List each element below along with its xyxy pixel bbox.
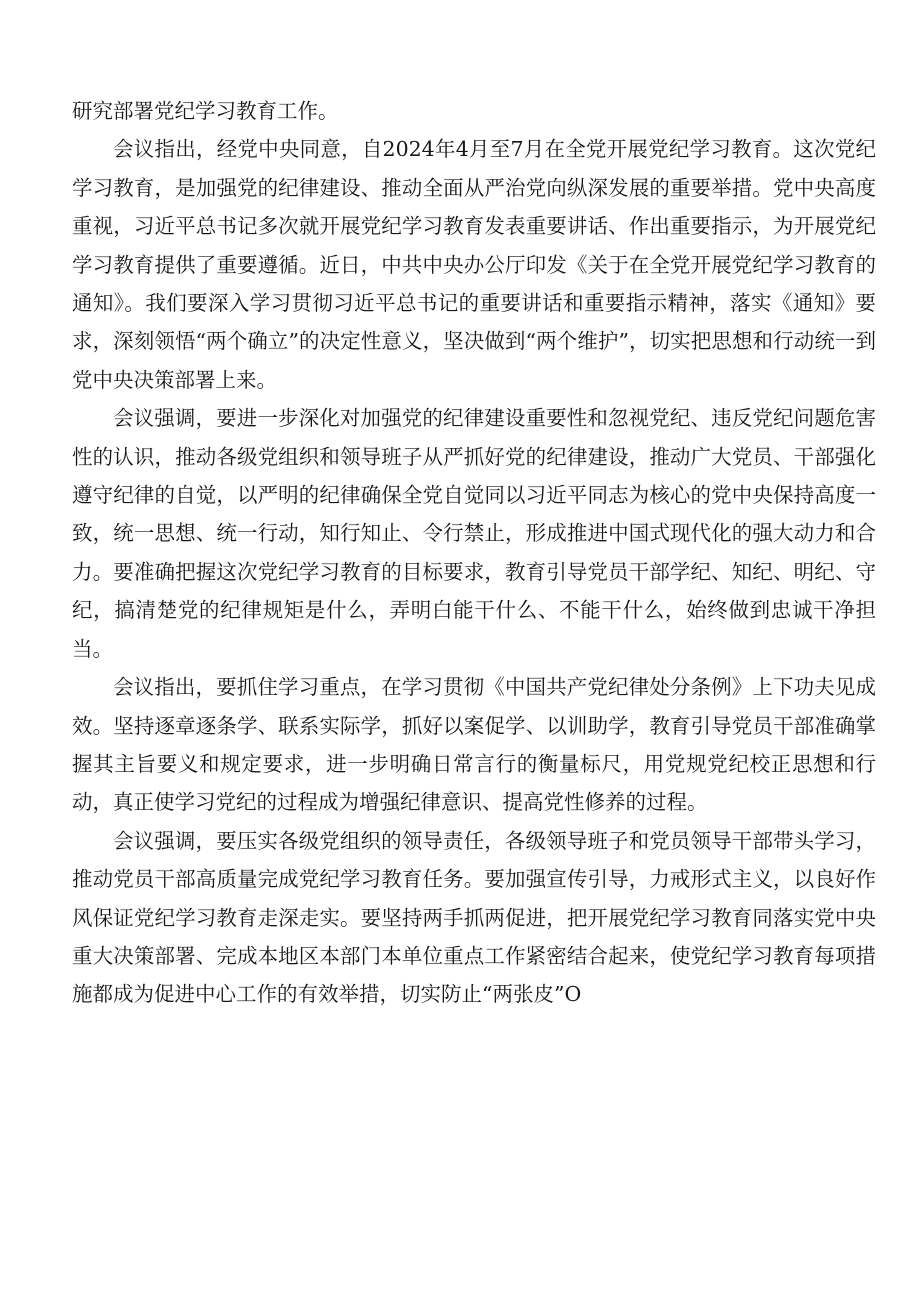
paragraph-4: 会议指出，要抓住学习重点，在学习贯彻《中国共产党纪律处分条例》上下功夫见成效。坚持逐章逐条学、联系实际学，抓好以案促学、以训助学，教育引导党员干部准确掌握其主旨要义和规定要求，进一步明确日常言行的衡量标尺，用党规党纪校正思想和行动，真正使学习党纪的过程成为增强纪律意识、提高党性修养的过程。	[72, 675, 876, 815]
paragraph-2: 会议指出，经党中央同意，自2024年4月至7月在全党开展党纪学习教育。这次党纪学习教育，是加强党的纪律建设、推动全面从严治党向纵深发展的重要举措。党中央高度重视，习近平总书记多次就开展党纪学习教育发表重要讲话、作出重要指示，为开展党纪学习教育提供了重要遵循。近日，中共中央办公厅印发《关于在全党开展党纪学习教育的通知》。我们要深入学习贯彻习近平总书记的重要讲话和重要指示精神，落实《通知》要求，深刻领悟“两个确立”的决定性意义，坚决做到“两个维护”，切实把思想和行动统一到党中央决策部署上来。	[72, 137, 876, 392]
paragraph-5: 会议强调，要压实各级党组织的领导责任，各级领导班子和党员领导干部带头学习，推动党员干部高质量完成党纪学习教育任务。要加强宣传引导，力戒形式主义，以良好作风保证党纪学习教育走深走实。要坚持两手抓两促进，把开展党纪学习教育同落实党中央重大决策部署、完成本地区本部门本单位重点工作紧密结合起来，使党纪学习教育每项措施都成为促进中心工作的有效举措，切实防止“两张皮”O	[72, 828, 876, 1007]
paragraph-3: 会议强调，要进一步深化对加强党的纪律建设重要性和忽视党纪、违反党纪问题危害性的认识，推动各级党组织和领导班子从严抓好党的纪律建设，推动广大党员、干部强化遵守纪律的自觉，以严明的纪律确保全党自觉同以习近平同志为核心的党中央保持高度一致，统一思想、统一行动，知行知止、令行禁止，形成推进中国式现代化的强大动力和合力。要准确把握这次党纪学习教育的目标要求，教育引导党员干部学纪、知纪、明纪、守纪，搞清楚党的纪律规矩是什么，弄明白能干什么、不能干什么，始终做到忠诚干净担当。	[72, 406, 876, 661]
document-body	[72, 92, 876, 1014]
paragraph-1: 研究部署党纪学习教育工作。	[72, 99, 339, 123]
